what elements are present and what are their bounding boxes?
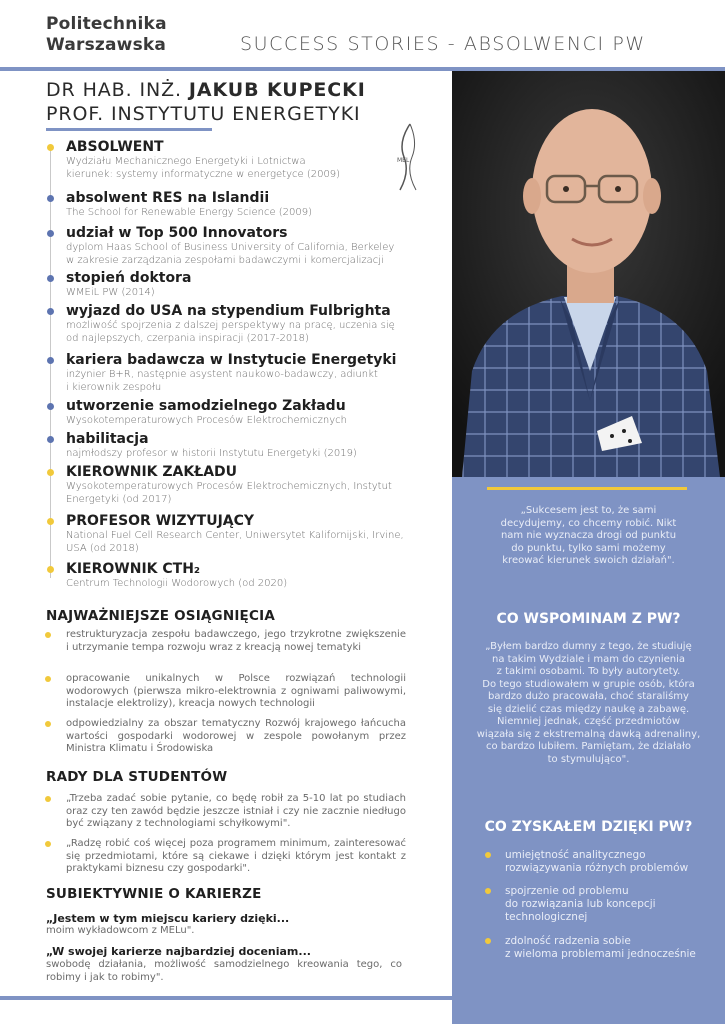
timeline-item — [66, 464, 411, 506]
career-quote-1-text: moim wykładowcom z MELu". — [46, 925, 195, 936]
portrait-illustration — [452, 71, 725, 477]
timeline-item — [66, 190, 411, 220]
university-logo — [46, 14, 167, 56]
career-quote-2-text: swobodę działania, możliwość samodzielnego kreowania tego, co robimy i jak to robimy". — [46, 959, 402, 983]
career-title: SUBIEKTYWNIE O KARIERZE — [46, 886, 262, 902]
main-quote: „Sukcesem jest to, że sami decydujemy, co chcemy robić. Nikt nam nie wyznacza drogi od punktu do punktu, tylko sami możemy kreować kierunek swoich działań". — [500, 505, 677, 566]
timeline-item-head: absolwent RES na Islandii — [66, 190, 270, 206]
timeline-item-head: ABSOLWENT — [66, 139, 164, 155]
timeline-item-sub: najmłodszy profesor w historii Instytutu Energetyki (2019) — [66, 448, 357, 459]
timeline-item-head: habilitacja — [66, 431, 149, 447]
timeline-item-head: PROFESOR WIZYTUJĄCY — [66, 513, 255, 529]
advice-title: RADY DLA STUDENTÓW — [46, 769, 228, 785]
timeline-item-sub: The School for Renewable Energy Science (2009) — [66, 207, 313, 218]
timeline-dot — [47, 230, 54, 237]
timeline-item-head: KIEROWNIK ZAKŁADU — [66, 464, 238, 480]
timeline-item-sub: Wydziału Mechanicznego Energetyki i Lotnictwa kierunek: systemy informatyczne w energetyce (2009) — [66, 156, 341, 180]
achievements-title: NAJWAŻNIEJSZE OSIĄGNIĘCIA — [46, 608, 275, 624]
gained-item: spojrzenie od problemu do rozwiązania lub koncepcji technologicznej — [505, 885, 715, 924]
timeline-item — [66, 139, 411, 181]
quote-accent-bar — [487, 487, 687, 490]
achievement-item — [66, 629, 406, 654]
timeline-dot — [47, 144, 54, 151]
gained-item: zdolność radzenia sobie z wieloma problemami jednocześnie — [505, 935, 715, 961]
timeline-item — [66, 431, 411, 461]
timeline-item-sub: dyplom Haas School of Business University of California, Berkeley w zakresie zarządzania zespołami badawczymi i komercjalizacji — [66, 242, 395, 266]
timeline-item — [66, 225, 411, 267]
timeline-dot — [47, 469, 54, 476]
career-quote-2-head: „W swojej karierze najbardziej doceniam... — [46, 945, 311, 958]
gained-item: umiejętność analitycznego rozwiązywania różnych problemów — [505, 849, 715, 875]
portrait-photo — [452, 71, 725, 477]
timeline-item — [66, 303, 411, 345]
bottom-divider — [0, 996, 452, 1000]
bullet-dot — [485, 852, 491, 858]
advice-item — [66, 838, 406, 876]
timeline-item — [66, 398, 411, 428]
logo-line-2: Warszawska — [46, 35, 167, 55]
achievement-text: restrukturyzacja zespołu badawczego, jego trzykrotne zwiększenie i utrzymanie tempa rozwoju wraz z kreacją nowej tematyki — [66, 629, 406, 653]
timeline-item — [66, 270, 411, 300]
bullet-dot — [45, 796, 51, 802]
timeline-item-sub: inżynier B+R, następnie asystent naukowo-badawczy, adiunkt i kierownik zespołu — [66, 369, 378, 393]
remember-text: „Byłem bardzo dumny z tego, że studiuję na takim Wydziale i mam do czynienia z takimi osobami. To były autorytety. Do tego studiowałem w grupie osób, która bardzo dużo pracowała, choć staraliśmy się dzielić czas między naukę a zabawę. Niemniej jednak, część przedmiotów wiązała się z ekstremalną dawką adrenaliny, co bardzo lubiłem. Pamiętam, że działało to stymulująco". — [476, 641, 701, 765]
timeline-dot — [47, 357, 54, 364]
bullet-dot — [45, 841, 51, 847]
timeline-item-head: KIEROWNIK CTH₂ — [66, 561, 201, 577]
timeline-item-sub: Wysokotemperaturowych Procesów Elektrochemicznych — [66, 415, 347, 426]
logo-line-1: Politechnika — [46, 14, 167, 34]
timeline-dot — [47, 566, 54, 573]
timeline-item — [66, 513, 411, 555]
timeline-item-sub: National Fuel Cell Research Center, Uniwersytet Kalifornijski, Irvine, USA (od 2018) — [66, 530, 404, 554]
timeline-item-head: kariera badawcza w Instytucie Energetyki — [66, 352, 397, 368]
remember-title: CO WSPOMINAM Z PW? — [496, 611, 681, 627]
person-surname: JAKUB KUPECKI — [188, 79, 366, 101]
timeline-item-head: utworzenie samodzielnego Zakładu — [66, 398, 346, 414]
timeline-item-head: wyjazd do USA na stypendium Fulbrighta — [66, 303, 391, 319]
person-title: PROF. INSTYTUTU ENERGETYKI — [46, 103, 361, 125]
timeline-dot — [47, 308, 54, 315]
timeline-dot — [47, 275, 54, 282]
timeline-dot — [47, 195, 54, 202]
timeline-item-sub: Wysokotemperaturowych Procesów Elektrochemicznych, Instytut Energetyki (od 2017) — [66, 481, 392, 505]
bullet-dot — [45, 721, 51, 727]
timeline-item-sub: możliwość spojrzenia z dalszej perspektywy na pracę, uczenia się od najlepszych, czerpania inspiracji (2017-2018) — [66, 320, 395, 344]
timeline-item — [66, 352, 411, 394]
advice-text: „Trzeba zadać sobie pytanie, co będę robił za 5-10 lat po studiach oraz czy ten zawód będzie jeszcze istniał i czy nie zacznie niedługo być związany z technologiami schyłkowymi". — [66, 793, 406, 829]
timeline-dot — [47, 436, 54, 443]
timeline-dot — [47, 518, 54, 525]
advice-item — [66, 793, 406, 831]
achievement-text: opracowanie unikalnych w Polsce rozwiązań technologii wodorowych (pierwsza mikro-elektrownia z ogniwami paliwowymi, instalacje elektrolizy), kreacja nowych technologii — [66, 673, 406, 709]
career-quote-1-head: „Jestem w tym miejscu kariery dzięki... — [46, 912, 290, 925]
person-prefix: DR HAB. INŻ. — [46, 79, 189, 101]
name-underline — [46, 128, 212, 131]
mel-logo-text: MEL — [397, 157, 410, 164]
achievement-text: odpowiedzialny za obszar tematyczny Rozwój krajowego łańcucha wartości gospodarki wodorowej w zespole powołanym przez Ministra Klimatu i Środowiska — [66, 718, 406, 754]
timeline-item-sub: WMEiL PW (2014) — [66, 287, 155, 298]
achievement-item — [66, 673, 406, 711]
gained-title: CO ZYSKAŁEM DZIĘKI PW? — [484, 819, 693, 835]
bullet-dot — [45, 632, 51, 638]
bullet-dot — [45, 676, 51, 682]
timeline-dot — [47, 403, 54, 410]
timeline-item — [66, 561, 411, 591]
timeline-item-sub: Centrum Technologii Wodorowych (od 2020) — [66, 578, 288, 589]
advice-text: „Radzę robić coś więcej poza programem minimum, zainteresować się przedmiotami, które są ciekawe i dzięki którym jest kontakt z praktykami biznesu czy gospodarki". — [66, 838, 406, 874]
bullet-dot — [485, 938, 491, 944]
timeline-item-head: udział w Top 500 Innovators — [66, 225, 288, 241]
bullet-dot — [485, 888, 491, 894]
achievement-item — [66, 718, 406, 756]
timeline-item-head: stopień doktora — [66, 270, 192, 286]
header-title: SUCCESS STORIES - ABSOLWENCI PW — [240, 33, 646, 55]
person-name — [46, 79, 366, 101]
